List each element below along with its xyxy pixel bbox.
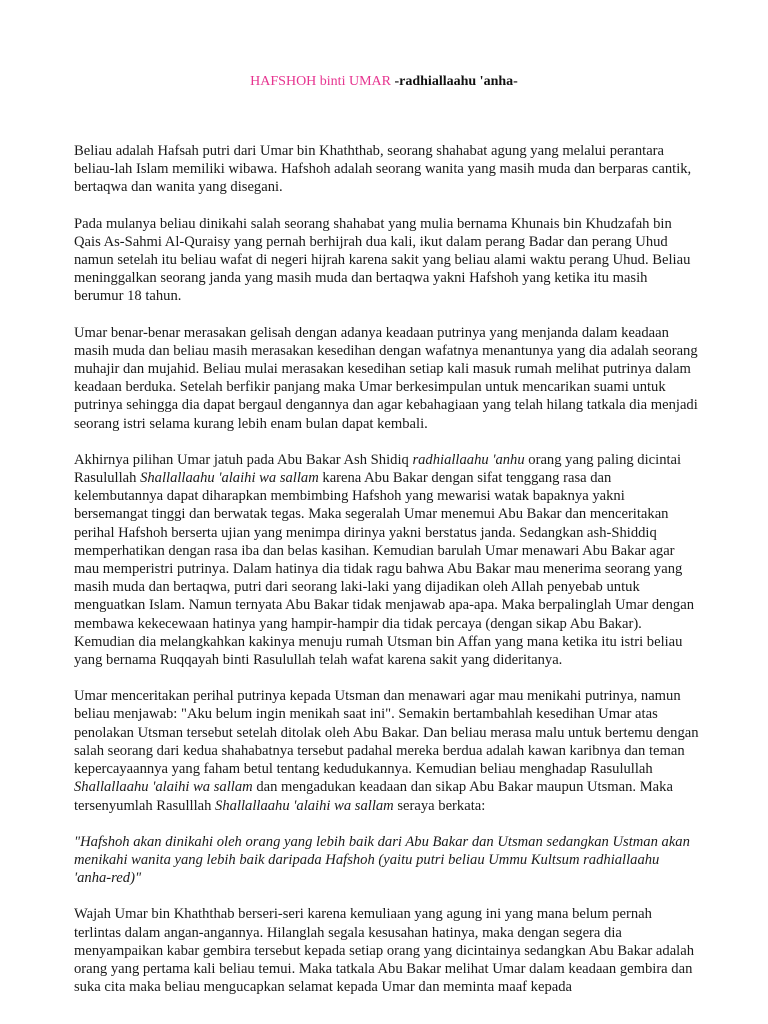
paragraph-5-text-a: Umar menceritakan perihal putrinya kepada Utsman dan menawari agar mau menikahi putrinya, namun beliau menjawab: "Aku belum ingin menikah saat ini". Semakin bertambahlah kesedihan Umar atas penolakan Utsman tersebut setelah ditolak oleh Abu Bakar. Dan beliau merasa malu untuk bertemu dengan salah seorang dari kedua shahabatnya tersebut padahal mereka berdua adalah kawan karibnya dan teman kepercayaannya yang faham betul tentang kedudukannya. Kemudian beliau menghadap Rasulullah [74, 688, 699, 778]
paragraph-4-text-c: karena Abu Bakar dengan sifat tenggang rasa dan kelembutannya dapat diharapkan membimbing Hafshoh yang mewarisi watak bapaknya yakni bersemangat tinggi dan berwatak tegas. Maka segeralah Umar menemui Abu Bakar dan menceritakan perihal Hafshoh berserta ujian yang menimpa dirinya yakni berstatus janda. Sedangkan ash-Shiddiq memperhatikan dengan rasa iba dan belas kasihan. Kemudian barulah Umar menawari Abu Bakar agar mau memperistri putrinya. Dalam hatinya dia tidak ragu bahwa Abu Bakar mau menerima seorang yang masih muda dan bertaqwa, putri dari seorang laki-laki yang dijadikan oleh Allah penyebab untuk menguatkan Islam. Namun ternyata Abu Bakar tidak menjawab apa-apa. Maka berpalinglah Umar dengan membawa kekecewaan hatinya yang hampir-hampir dia tidak percaya (dengan sikap Abu Bakar). Kemudian dia melangkahkan kakinya menuju rumah Utsman bin Affan yang mana ketika itu istri beliau yang bernama Ruqqayah binti Rasulullah telah wafat karena sakit yang dideritanya. [74, 470, 695, 669]
quote-paragraph: "Hafshoh akan dinikahi oleh orang yang lebih baik dari Abu Bakar dan Utsman sedangkan Ustman akan menikahi wanita yang lebih baik daripada Hafshoh (yaitu putri beliau Ummu Kultsum radhiallaahu 'anha-red)" [74, 833, 690, 887]
paragraph-5-italic-b: Shallallaahu 'alaihi wa sallam [215, 797, 394, 814]
paragraph-6: Wajah Umar bin Khaththab berseri-seri karena kemuliaan yang agung ini yang mana belum pernah terlintas dalam angan-angannya. Hilanglah segala kesusahan hatinya, maka dengan segera dia menyampaikan kabar gembira tersebut kepada setiap orang yang dicintainya sedangkan Abu Bakar adalah orang yang pertama kali beliau temui. Maka tatkala Abu Bakar melihat Umar dalam keadaan gembira dan suka cita maka beliau mengucapkan selamat kepada Umar dan meminta maaf kepada [74, 906, 694, 996]
paragraph-1: Beliau adalah Hafsah putri dari Umar bin Khaththab, seorang shahabat agung yang melalui perantara beliau-lah Islam memiliki wibawa. Hafshoh adalah seorang wanita yang masih muda dan berparas cantik, bertaqwa dan wanita yang disegani. [74, 143, 692, 196]
title-name: HAFSHOH binti UMAR [250, 74, 391, 89]
paragraph-4 [74, 451, 700, 669]
paragraph-4-text-b: orang yang paling dicintai Rasulullah [74, 451, 682, 487]
paragraph-4-italic-a: radhiallaahu 'anhu [412, 451, 525, 468]
paragraph-3: Umar benar-benar merasakan gelisah dengan adanya keadaan putrinya yang menjanda dalam keadaan masih muda dan beliau masih merasakan kesedihan dengan wafatnya menantunya yang dia adalah seorang muhajir dan mujahid. Beliau mulai merasakan kesedihan setiap kali masuk rumah melihat putrinya dalam keadaan berduka. Setelah berfikir panjang maka Umar berkesimpulan untuk mencarikan suami untuk putrinya sehingga dia dapat bergaul dengannya dan agar kebahagiaan yang telah hilang tatkala dia menjadi seorang istri selama kurang lebih enam bulan dapat kembali. [74, 324, 698, 432]
paragraph-5-text-c: seraya berkata: [393, 797, 486, 814]
paragraph-5-italic-a: Shallallaahu 'alaihi wa sallam [74, 779, 253, 796]
paragraph-4-italic-b: Shallallaahu 'alaihi wa sallam [140, 470, 319, 487]
paragraph-5 [74, 687, 700, 814]
paragraph-4-text-a: Akhirnya pilihan Umar jatuh pada Abu Bakar Ash Shidiq [74, 451, 413, 468]
paragraph-2: Pada mulanya beliau dinikahi salah seorang shahabat yang mulia bernama Khunais bin Khudzafah bin Qais As-Sahmi Al-Quraisy yang pernah berhijrah dua kali, ikut dalam perang Badar dan perang Uhud namun setelah itu beliau wafat di negeri hijrah karena sakit yang beliau alami waktu perang Uhud. Beliau meninggalkan seorang janda yang masih muda dan bertaqwa yakni Hafshoh yang ketika itu masih berumur 18 tahun. [74, 215, 691, 305]
paragraph-5-text-b: dan mengadukan keadaan dan sikap Abu Bakar maupun Utsman. Maka tersenyumlah Rasulllah [74, 779, 673, 814]
document-title [0, 73, 768, 91]
title-suffix: -radhiallaahu 'anha- [390, 74, 518, 89]
document-body [74, 142, 700, 1014]
